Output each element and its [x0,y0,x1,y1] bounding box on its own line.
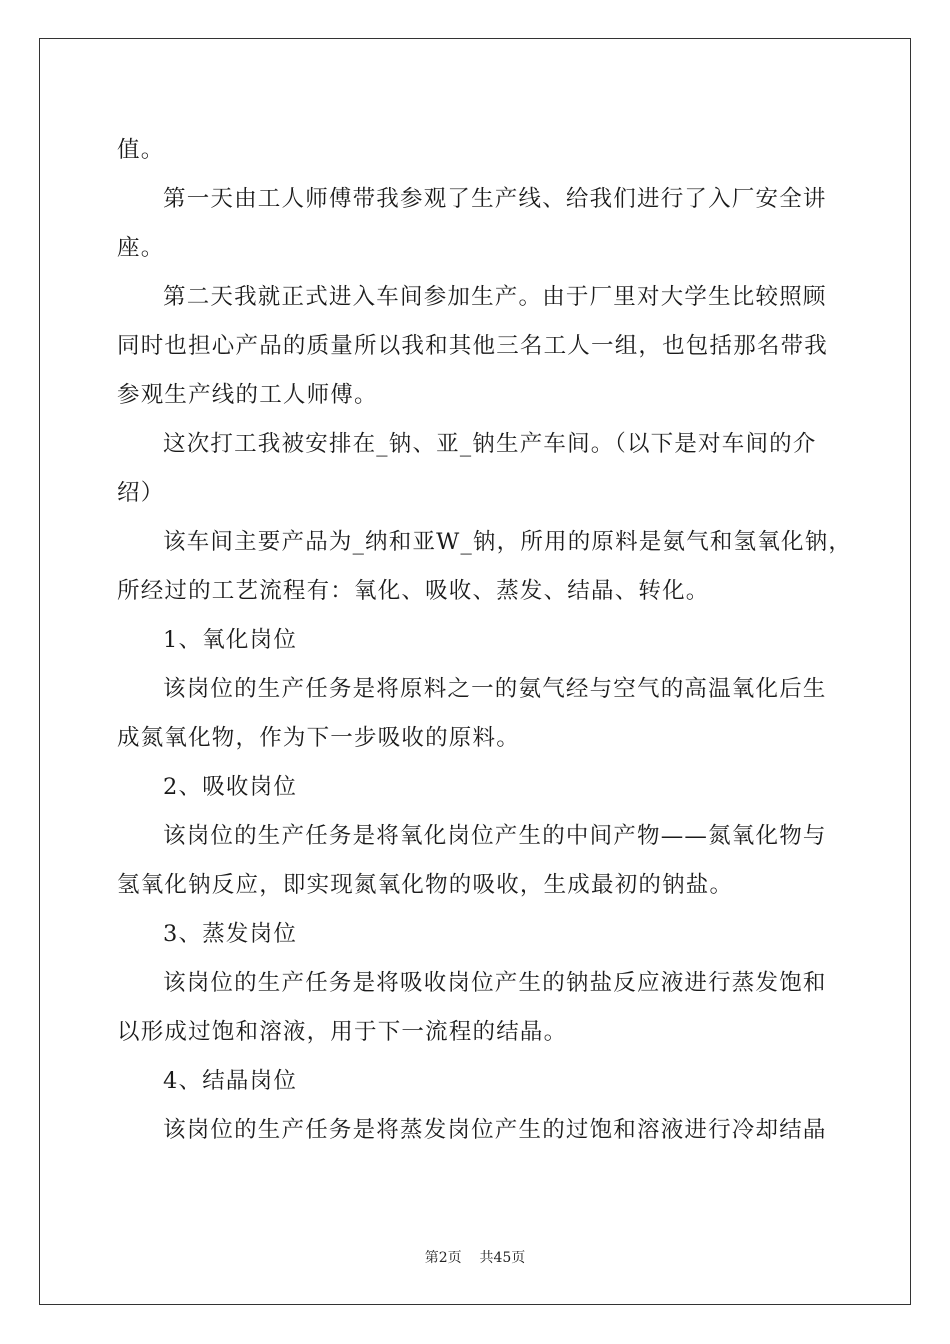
text-line: 该岗位的生产任务是将蒸发岗位产生的过饱和溶液进行冷却结晶 [163,1117,827,1143]
text-line: 绍） [117,480,165,506]
text-line: 值。 [117,137,165,163]
page-number: 第2页 [424,1250,462,1266]
text-line: 该岗位的生产任务是将氧化岗位产生的中间产物——氮氧化物与 [163,823,827,849]
text-line: 该岗位的生产任务是将吸收岗位产生的钠盐反应液进行蒸发饱和 [163,970,827,996]
page-footer [0,1247,950,1267]
text-line: 所经过的工艺流程有：氧化、吸收、蒸发、结晶、转化。 [117,578,710,604]
page-total: 共45页 [479,1250,526,1266]
text-line: 以形成过饱和溶液，用于下一流程的结晶。 [117,1019,568,1045]
text-line: 这次打工我被安排在_钠、亚_钠生产车间。（以下是对车间的介 [163,431,817,457]
text-line: 座。 [117,235,165,261]
text-line: 该车间主要产品为_纳和亚W_钠，所用的原料是氨气和氢氧化钠， [163,529,853,555]
section-heading: 1、氧化岗位 [163,627,298,653]
text-line: 第二天我就正式进入车间参加生产。由于厂里对大学生比较照顾 [163,284,827,310]
text-line: 该岗位的生产任务是将原料之一的氨气经与空气的高温氧化后生 [163,676,827,702]
text-line: 第一天由工人师傅带我参观了生产线、给我们进行了入厂安全讲 [163,186,827,212]
text-line: 成氮氧化物，作为下一步吸收的原料。 [117,725,520,751]
section-heading: 4、结晶岗位 [163,1068,298,1094]
document-body [117,126,853,1155]
text-line: 参观生产线的工人师傅。 [117,382,378,408]
text-line: 同时也担心产品的质量所以我和其他三名工人一组，也包括那名带我 [117,333,829,359]
text-line: 氢氧化钠反应，即实现氮氧化物的吸收，生成最初的钠盐。 [117,872,734,898]
section-heading: 2、吸收岗位 [163,774,298,800]
section-heading: 3、蒸发岗位 [163,921,298,947]
